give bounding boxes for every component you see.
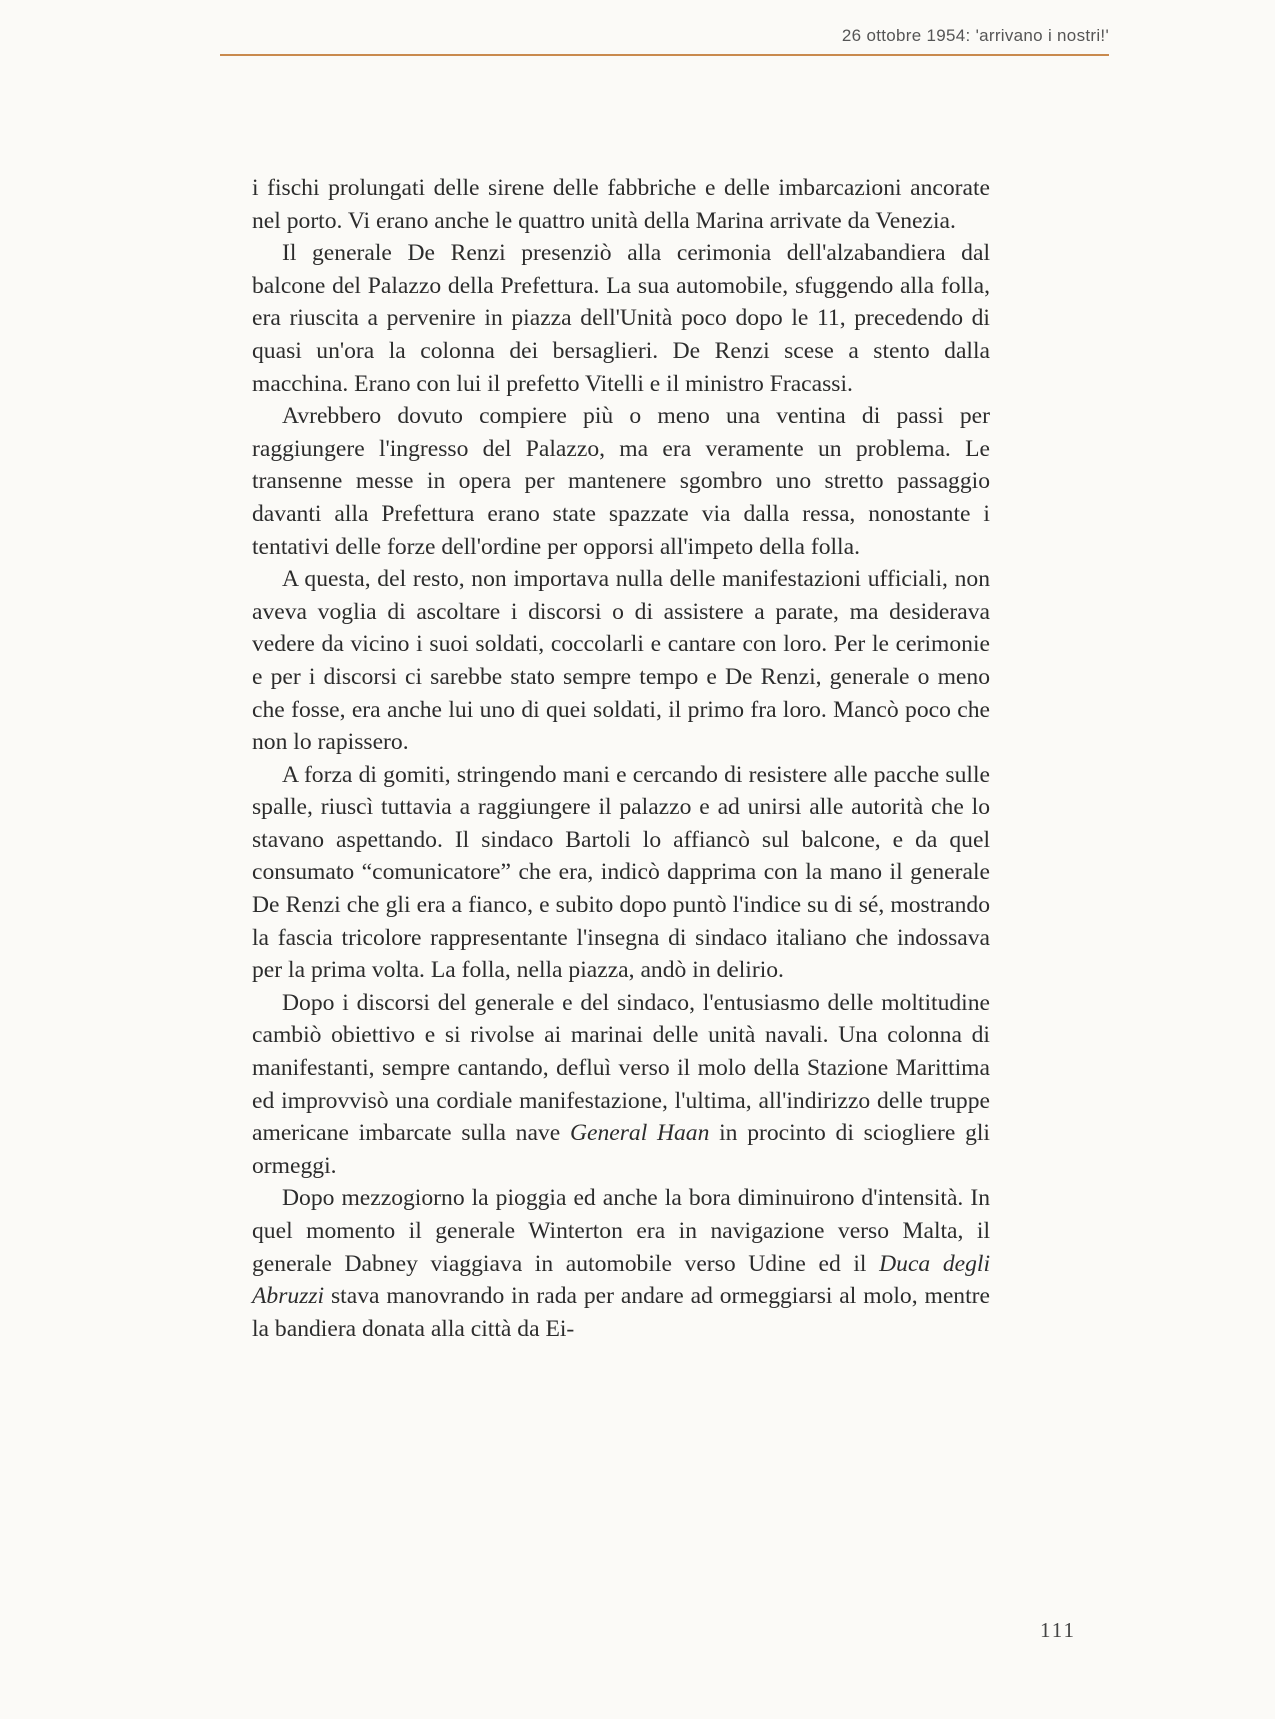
paragraph-2: Il generale De Renzi presenziò alla cerimonia dell'alzabandiera dal balcone del Palazzo della Prefettura. La sua automobile, sfuggendo alla folla, era riuscita a pervenire in piazza dell'Unità poco dopo le 11, precedendo di quasi un'ora la colonna dei bersaglieri. De Renzi scese a stento dalla macchina. Erano con lui il prefetto Vitelli e il ministro Fracassi. [252, 240, 990, 397]
paragraph-6 [252, 987, 990, 1183]
paragraph-4: A questa, del resto, non importava nulla delle manifestazioni ufficiali, non aveva voglia di ascoltare i discorsi o di assistere a parate, ma desiderava vedere da vicino i suoi soldati, coccolarli e cantare con loro. Per le cerimonie e per i discorsi ci sarebbe stato sempre tempo e De Renzi, generale o meno che fosse, era anche lui uno di quei soldati, il primo fra loro. Mancò poco che non lo rapissero. [252, 566, 990, 756]
paragraph-7-text-b: stava manovrando in rada per andare ad ormeggiarsi al molo, mentre la bandiera donata alla città da Ei- [252, 1283, 990, 1342]
paragraph-6-text-a: Dopo i discorsi del generale e del sindaco, l'entusiasmo delle moltitudine cambiò obiettivo e si rivolse ai marinai delle unità navali. Una colonna di manifestanti, sempre cantando, defluì verso il molo della Stazione Marittima ed improvvisò una cordiale manifestazione, l'ultima, all'indirizzo delle truppe americane imbarcate sulla nave [252, 989, 990, 1147]
paragraph-7 [252, 1182, 990, 1345]
page-number: 111 [1040, 1618, 1076, 1642]
page-body [252, 172, 990, 1345]
paragraph-1: i fischi prolungati delle sirene delle fabbriche e delle imbarcazioni ancorate nel porto. Vi erano anche le quattro unità della Marina arrivate da Venezia. [252, 175, 990, 234]
running-title: 26 ottobre 1954: 'arrivano i nostri!' [841, 26, 1109, 45]
paragraph-5: A forza di gomiti, stringendo mani e cercando di resistere alle pacche sulle spalle, riuscì tuttavia a raggiungere il palazzo e ad unirsi alle autorità che lo stavano aspettando. Il sindaco Bartoli lo affiancò sul balcone, e da quel consumato “comunicatore” che era, indicò dapprima con la mano il generale De Renzi che gli era a fianco, e subito dopo puntò l'indice su di sé, mostrando la fascia tricolore rappresentante l'insegna di sindaco italiano che indossava per la prima volta. La folla, nella piazza, andò in delirio. [252, 761, 990, 984]
header-rule [220, 54, 1109, 56]
paragraph-7-text-a: Dopo mezzogiorno la pioggia ed anche la bora diminuirono d'intensità. In quel momento il generale Winterton era in navigazione verso Malta, il generale Dabney viaggiava in automobile verso Udine ed il [252, 1185, 990, 1277]
ship-name-general-haan: General Haan [569, 1120, 710, 1147]
paragraph-3: Avrebbero dovuto compiere più o meno una ventina di passi per raggiungere l'ingresso del Palazzo, ma era veramente un problema. Le transenne messe in opera per mantenere sgombro uno stretto passaggio davanti alla Prefettura erano state spazzate via dalla ressa, nonostante i tentativi delle forze dell'ordine per opporsi all'impeto della folla. [252, 403, 990, 560]
ship-name-duca-degli-abruzzi: Duca degli Abruzzi [252, 1250, 990, 1310]
paragraph-6-text-b: in procinto di sciogliere gli ormeggi. [252, 1120, 990, 1179]
